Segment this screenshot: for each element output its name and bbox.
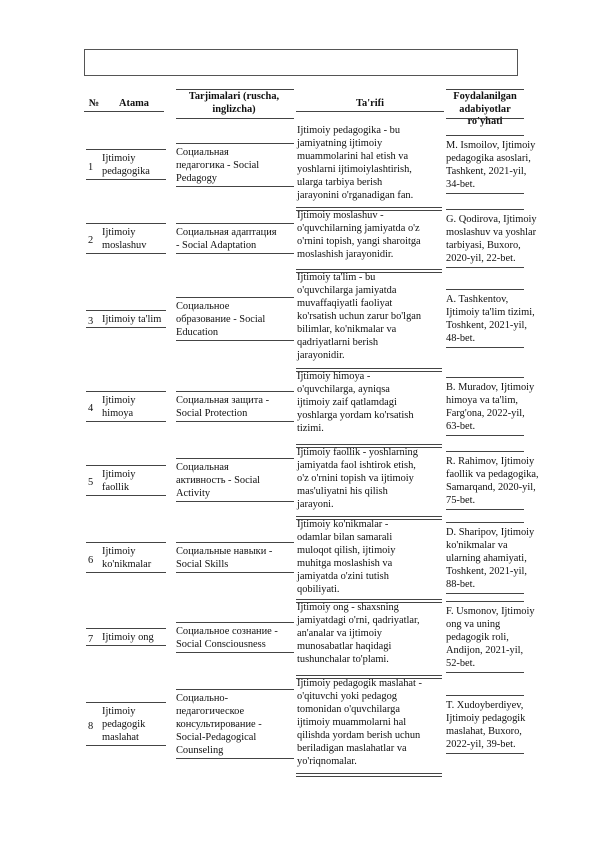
- translation-line: консультирование -: [176, 719, 262, 730]
- definition-line: jamiyatning ijtimoiy: [297, 138, 383, 149]
- cell-rule: [176, 689, 294, 690]
- reference-line: moslashuv va yoshlar: [446, 226, 537, 238]
- reference-line: pedagogika asoslari,: [446, 153, 531, 164]
- definition-line: Ijtimoiy pedagogika - bu: [297, 125, 401, 136]
- reference-line: Andijon, 2021-yil,: [446, 645, 524, 656]
- definition-line: jamiyatda faol ishtirok etish,: [297, 460, 416, 471]
- row-number: 4: [88, 403, 94, 414]
- translation-line: Социальная: [176, 462, 229, 473]
- reference-line: 52-bet.: [446, 658, 476, 669]
- row-number: 7: [88, 634, 94, 645]
- definition-line: jamiyatda o'zini tutish: [297, 571, 389, 582]
- row-number: 6: [88, 554, 94, 566]
- cell-rule: [176, 223, 294, 224]
- definition-line: an'analar va ijtimoiy: [297, 628, 382, 639]
- definition-line: muvaffaqiyatli faoliyat: [297, 298, 393, 309]
- cell-rule: [86, 223, 166, 224]
- term-line: ko'nikmalar: [102, 559, 152, 570]
- translation-line: Социальное сознание -: [176, 625, 278, 637]
- header-definition: Ta'rifi: [356, 98, 384, 109]
- term-line: Ijtimoiy: [102, 226, 136, 238]
- cell-rule: [86, 745, 166, 746]
- cell-rule: [86, 179, 166, 180]
- reference-line: tarbiyasi, Buxoro,: [446, 239, 521, 251]
- definition-line: Ijtimoiy ko'nikmalar -: [297, 519, 389, 530]
- reference-line: 63-bet.: [446, 420, 476, 432]
- definition-line: qadriyatlarni berish: [297, 337, 379, 348]
- cell-rule: [446, 193, 524, 194]
- definition-line: ijtimoiy zaif qatlamdagi: [297, 397, 397, 408]
- translation-line: Pedagogy: [176, 172, 217, 184]
- definition-line: jarayoni.: [297, 499, 334, 510]
- definition-line: ijtimoiy muammolarni hal: [297, 717, 407, 728]
- reference-line: G. Qodirova, Ijtimoiy: [446, 213, 537, 225]
- cell-rule: [176, 542, 294, 543]
- cell-rule: [176, 622, 294, 623]
- cell-rule: [446, 753, 524, 754]
- translation-line: Социальное: [176, 300, 230, 312]
- cell-rule: [446, 267, 524, 268]
- translation-line: педагогика - Social: [176, 159, 260, 171]
- cell-rule: [446, 522, 524, 523]
- row-number: 2: [88, 235, 94, 246]
- cell-rule: [86, 253, 166, 254]
- reference-line: 88-bet.: [446, 578, 476, 590]
- cell-rule: [176, 340, 294, 341]
- reference-line: A. Tashkentov,: [446, 294, 509, 305]
- definition-line: o'z o'rnini topish va ijtimoiy: [297, 473, 414, 484]
- reference-line: 34-bet.: [446, 179, 476, 190]
- term-line: faollik: [102, 481, 130, 493]
- definition-line: Ijtimoiy faollik - yoshlarning: [297, 447, 418, 458]
- definition-line: yoshlarni ijtimoiylashtirish,: [297, 164, 412, 175]
- reference-line: D. Sharipov, Ijtimoiy: [446, 526, 535, 538]
- cell-rule: [86, 421, 166, 422]
- definition-line: ularga tarbiya berish: [297, 177, 383, 188]
- translation-line: образование - Social: [176, 313, 266, 325]
- top-frame-box: [84, 49, 518, 76]
- cell-rule: [176, 652, 294, 653]
- reference-line: Toshkent, 2021-yil,: [446, 565, 527, 577]
- term-line: Ijtimoiy: [102, 468, 136, 480]
- translation-line: Social Protection: [176, 407, 248, 419]
- translation-line: Социально-: [176, 693, 229, 704]
- translation-line: Social-Pedagogical: [176, 732, 257, 743]
- term-line: moslashuv: [102, 239, 147, 251]
- reference-line: ong va uning: [446, 619, 501, 630]
- definition-line: ko'rsatish uchun zarur bo'lgan: [297, 311, 422, 322]
- cell-rule: [176, 458, 294, 459]
- definition-line: Ijtimoiy moslashuv -: [297, 210, 384, 221]
- header-number: №: [88, 98, 100, 109]
- reference-line: pedagogik roli,: [446, 632, 509, 643]
- cell-rule: [446, 377, 524, 378]
- term-line: Ijtimoiy ta'lim: [102, 313, 162, 325]
- reference-line: 2022-yil, 39-bet.: [446, 738, 516, 750]
- header-references: Foydalanilgan adabiyotlar ro'yhati: [453, 91, 517, 127]
- header-rule: [446, 89, 524, 90]
- definition-line: tizimi.: [297, 423, 324, 434]
- cell-rule: [446, 435, 524, 436]
- translation-line: Education: [176, 326, 219, 338]
- header-term: Atama: [118, 98, 149, 109]
- definition-line: jarayonini o'rganadigan fan.: [297, 190, 414, 201]
- header-rule: [176, 89, 294, 90]
- cell-rule: [446, 347, 524, 348]
- definition-line: bilimlar, ko'nikmalar va: [297, 324, 397, 335]
- reference-line: Tashkent, 2021-yil,: [446, 166, 527, 177]
- cell-rule: [86, 391, 166, 392]
- definition-line: o'quvchilarga, ayniqsa: [297, 384, 390, 395]
- cell-rule: [86, 310, 166, 311]
- reference-line: 2020-yil, 22-bet.: [446, 252, 516, 264]
- definition-line: o'rnini topish, yangi sharoitga: [297, 236, 421, 247]
- reference-line: B. Muradov, Ijtimoiy: [446, 381, 535, 393]
- definition-line: muloqot qilish, ijtimoiy: [297, 545, 396, 556]
- cell-rule: [86, 572, 166, 573]
- translation-line: Social Skills: [176, 559, 229, 570]
- reference-line: T. Xudoyberdiyev,: [446, 699, 524, 711]
- cell-rule: [446, 695, 524, 696]
- reference-line: faollik va pedagogika,: [446, 468, 539, 480]
- cell-rule: [446, 509, 524, 510]
- reference-line: maslahat, Buxoro,: [446, 725, 522, 737]
- cell-rule: [176, 391, 294, 392]
- definition-line: munosabatlar haqidagi: [297, 641, 392, 652]
- reference-line: Toshkent, 2021-yil,: [446, 320, 527, 331]
- definition-line: Ijtimoiy ta'lim - bu: [297, 272, 376, 283]
- cell-rule: [446, 289, 524, 290]
- definition-line: muammolarini hal etish va: [297, 151, 409, 162]
- translation-line: Социальная адаптация: [176, 226, 277, 238]
- cell-rule: [86, 645, 166, 646]
- cell-rule: [446, 601, 524, 602]
- definition-line: Ijtimoiy ong - shaxsning: [297, 602, 399, 613]
- cell-rule: [86, 495, 166, 496]
- definition-line: jarayonidir.: [297, 350, 345, 361]
- definition-line: odamlar bilan samarali: [297, 532, 393, 543]
- reference-line: Ijtimoiy ta'lim tizimi,: [446, 307, 535, 318]
- definition-line: qilishda yordam berish uchun: [297, 730, 421, 741]
- reference-line: 48-bet.: [446, 333, 476, 344]
- row-number: 5: [88, 477, 94, 488]
- definition-line: moslashish jarayonidir.: [297, 249, 394, 260]
- cell-rule: [446, 672, 524, 673]
- definition-line: tushunchalar to'plami.: [297, 654, 389, 665]
- definition-line: o'quvchilarga jamiyatda: [297, 285, 397, 296]
- reference-line: F. Usmonov, Ijtimoiy: [446, 606, 535, 617]
- term-line: Ijtimoiy ong: [102, 632, 154, 643]
- cell-rule: [86, 702, 166, 703]
- cell-rule: [86, 149, 166, 150]
- translation-line: Social Consciousness: [176, 638, 266, 650]
- definition-line: Ijtimoiy pedagogik maslahat -: [297, 678, 422, 689]
- translation-line: активность - Social: [176, 475, 261, 486]
- definition-line: beriladigan maslahatlar va: [297, 743, 407, 754]
- reference-line: himoya va ta'lim,: [446, 394, 518, 406]
- term-line: Ijtimoiy: [102, 706, 136, 717]
- definition-line: muhitga moslashish va: [297, 558, 393, 569]
- reference-line: R. Rahimov, Ijtimoiy: [446, 455, 535, 467]
- cell-rule: [446, 451, 524, 452]
- cell-rule: [176, 297, 294, 298]
- definition-line: o'qituvchi yoki pedagog: [297, 691, 397, 702]
- header-rule: [84, 111, 164, 112]
- reference-line: Ijtimoiy pedagogik: [446, 712, 526, 724]
- cell-rule: [86, 327, 166, 328]
- term-line: Ijtimoiy: [102, 394, 136, 406]
- cell-rule: [86, 628, 166, 629]
- translation-line: педагогическое: [176, 706, 245, 717]
- term-line: Ijtimoiy: [102, 546, 136, 557]
- term-line: maslahat: [102, 732, 139, 743]
- cell-rule: [176, 758, 294, 759]
- definition-line: yoshlarga yordam ko'rsatish: [297, 410, 414, 421]
- term-line: Ijtimoiy: [102, 153, 136, 164]
- reference-line: M. Ismoilov, Ijtimoiy: [446, 140, 536, 151]
- translation-line: Социальная: [176, 146, 229, 158]
- translation-line: Социальная защита -: [176, 394, 270, 406]
- cell-rule: [446, 593, 524, 594]
- header-rule: [176, 118, 294, 119]
- cell-rule: [446, 135, 524, 136]
- translation-line: - Social Adaptation: [176, 239, 257, 251]
- cell-rule: [176, 253, 294, 254]
- cell-rule: [176, 186, 294, 187]
- translation-line: Activity: [176, 488, 211, 499]
- row-number: 8: [88, 721, 94, 732]
- cell-rule: [176, 143, 294, 144]
- cell-rule: [446, 209, 524, 210]
- definition-line: Ijtimoiy himoya -: [297, 371, 371, 382]
- header-rule: [446, 118, 524, 119]
- reference-line: ularning ahamiyati,: [446, 552, 527, 564]
- definition-line: jamiyatdagi o'rni, qadriyatlar,: [297, 615, 420, 626]
- cell-rule: [86, 465, 166, 466]
- term-line: himoya: [102, 407, 134, 419]
- row-number: 3: [88, 315, 94, 327]
- reference-line: Farg'ona, 2022-yil,: [446, 407, 525, 419]
- header-translations: Tarjimalari (ruscha, inglizcha): [188, 91, 280, 115]
- cell-rule: [176, 501, 294, 502]
- definition-line: mas'uliyatni his qilish: [297, 486, 388, 497]
- definition-line: o'quvchilarning jamiyatda o'z: [297, 223, 420, 234]
- reference-line: 75-bet.: [446, 494, 476, 506]
- definition-line: yo'riqnomalar.: [297, 756, 357, 767]
- cell-rule: [86, 542, 166, 543]
- reference-line: ko'nikmalar va: [446, 539, 508, 551]
- term-line: pedagogika: [102, 166, 150, 177]
- row-number: 1: [88, 161, 94, 173]
- reference-line: Samarqand, 2020-yil,: [446, 481, 536, 493]
- cell-rule: [176, 572, 294, 573]
- term-line: pedagogik: [102, 719, 146, 730]
- cell-rule: [176, 421, 294, 422]
- header-rule: [296, 111, 444, 112]
- definition-line: qobiliyati.: [297, 584, 340, 595]
- translation-line: Социальные навыки -: [176, 546, 273, 557]
- row-separator: [296, 773, 442, 777]
- definition-line: tomonidan o'quvchilarga: [297, 704, 400, 715]
- translation-line: Counseling: [176, 745, 224, 756]
